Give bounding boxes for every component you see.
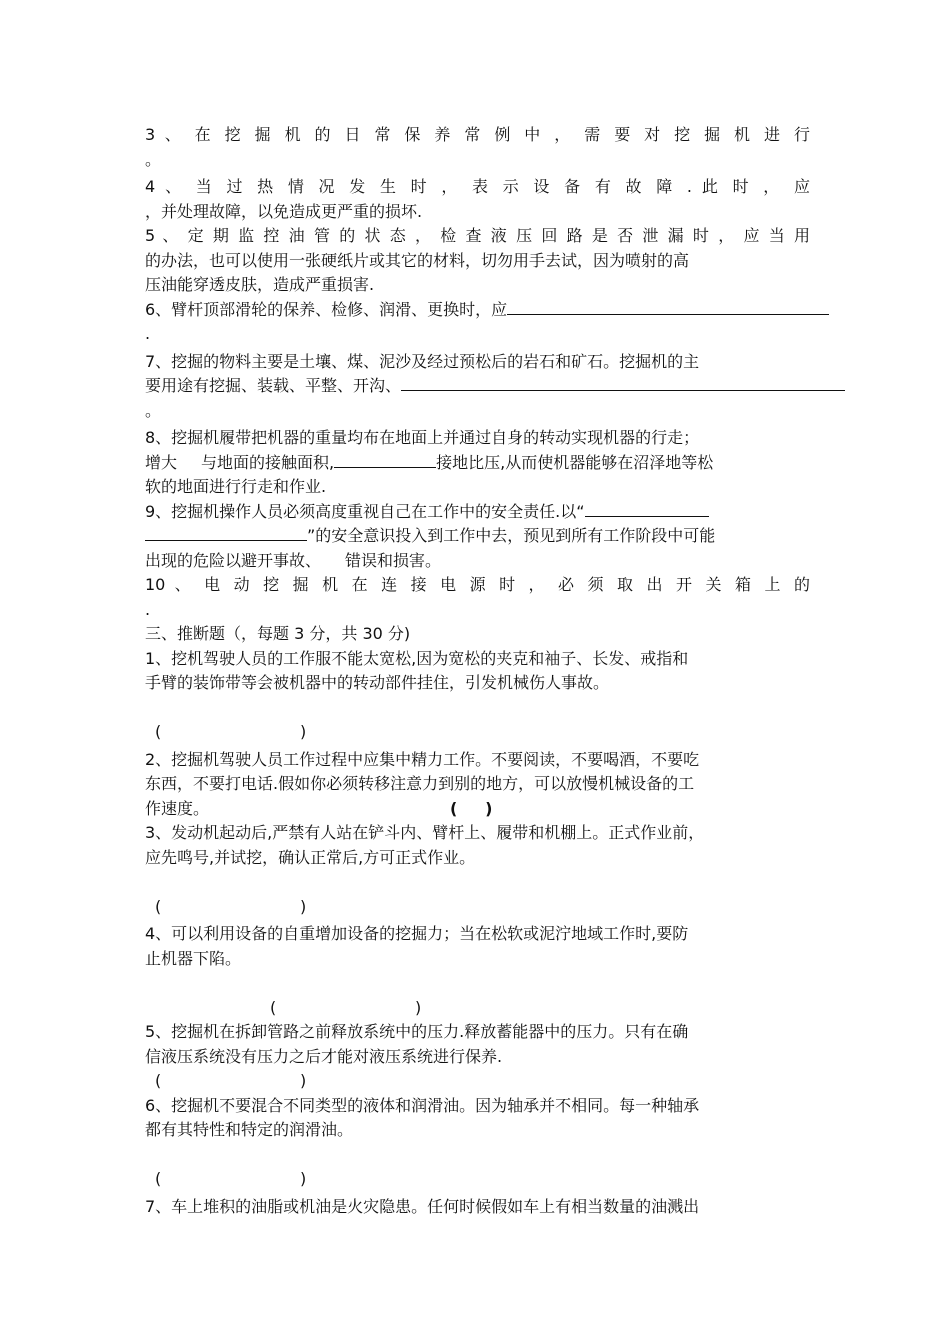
judge-5-line-1: 5、挖掘机在拆卸管路之前释放系统中的压力.释放蓄能器中的压力。只有在确	[145, 1022, 689, 1041]
judge-5-line-2: 信液压系统没有压力之后才能对液压系统进行保养.	[145, 1046, 503, 1066]
question-8-text-a: 增大	[145, 452, 178, 472]
question-10-line-2: .	[145, 599, 151, 619]
paren-close: )	[300, 722, 307, 741]
judge-question-7	[145, 1195, 810, 1220]
judge-4-line-2: 止机器下陷。	[145, 948, 242, 968]
judge-2-answer[interactable]: ( )	[450, 798, 493, 818]
judge-5-answer[interactable]	[145, 1069, 810, 1094]
question-10-line-1: 10 、 电 动 挖 掘 机 在 连 接 电 源 时 ， 必 须 取 出 开 关 箱 上 的	[145, 575, 810, 594]
judge-3-line-1: 3、发动机起动后,严禁有人站在铲斗内、臂杆上、履带和机棚上。正式作业前，	[145, 823, 705, 842]
judge-4-answer[interactable]	[145, 996, 810, 1021]
question-8-line-3: 软的地面进行行走和作业.	[145, 477, 327, 496]
judge-6-answer[interactable]	[145, 1167, 810, 1192]
question-7-text: 要用途有挖掘、装载、平整、开沟、	[145, 376, 402, 395]
question-9-line-1	[145, 500, 810, 525]
question-6	[145, 298, 810, 347]
judge-3-answer[interactable]	[145, 895, 810, 920]
question-6-line-1	[145, 298, 810, 323]
question-9	[145, 500, 810, 574]
judge-2-line-3	[145, 797, 810, 822]
question-4	[145, 175, 810, 224]
question-5-line-3: 压油能穿透皮肤，造成严重损害.	[145, 275, 375, 294]
question-4-line-2: ，并处理故障，以免造成更严重的损坏.	[145, 201, 423, 221]
paren-open: (	[155, 896, 162, 916]
judge-1-line-1: 1、挖机驾驶人员的工作服不能太宽松,因为宽松的夹克和袖子、长发、戒指和	[145, 648, 689, 668]
question-8-text-c: 接地比压,从而使机器能够在沼泽地等松	[436, 452, 714, 472]
answer-blank[interactable]	[145, 524, 307, 541]
question-6-line-2: .	[145, 324, 151, 343]
answer-blank[interactable]	[507, 298, 829, 315]
paren-open: (	[155, 722, 162, 741]
judge-question-2	[145, 748, 810, 822]
question-7-line-1: 7、挖掘的物料主要是土壤、煤、泥沙及经过预松后的岩石和矿石。挖掘机的主	[145, 351, 700, 371]
question-9-line-3	[145, 549, 810, 574]
answer-blank[interactable]	[334, 451, 436, 468]
question-7-line-2	[145, 374, 810, 399]
question-8-line-2	[145, 451, 810, 476]
question-8-line-1: 8、挖掘机履带把机器的重量均布在地面上并通过自身的转动实现机器的行走；	[145, 428, 700, 447]
judge-2-line-1: 2、挖掘机驾驶人员工作过程中应集中精力工作。不要阅读，不要喝酒，不要吃	[145, 749, 700, 769]
question-5-line-1: 5 、 定 期 监 控 油 管 的 状 态 ， 检 查 液 压 回 路 是 否 泄 漏 时 ， 应 当 用	[145, 226, 810, 245]
question-8-text-b: 与地面的接触面积,	[201, 452, 335, 472]
judge-question-6	[145, 1094, 810, 1192]
paren-open: (	[155, 1169, 162, 1188]
judge-1-answer[interactable]	[145, 720, 810, 745]
judge-4-line-1: 4、可以利用设备的自重增加设备的挖掘力；当在松软或泥泞地域工作时,要防	[145, 924, 689, 943]
paren-close: )	[300, 1169, 307, 1188]
paren-open: (	[270, 997, 277, 1017]
judge-6-line-1: 6、挖掘机不要混合不同类型的液体和润滑油。因为轴承并不相同。每一种轴承	[145, 1095, 700, 1115]
question-3-line-1: 3 、 在 挖 掘 机 的 日 常 保 养 常 例 中 ， 需 要 对 挖 掘 机 进 行	[145, 125, 810, 144]
judge-2-line-2: 东西，不要打电话.假如你必须转移注意力到别的地方，可以放慢机械设备的工	[145, 774, 695, 793]
question-9-text-3a: 出现的危险以避开事故、	[145, 550, 322, 570]
judge-question-3	[145, 821, 810, 919]
section-3-title: 三、推断题（，每题 3 分，共 30 分)	[145, 624, 411, 643]
question-6-text: 6、臂杆顶部滑轮的保养、检修、润滑、更换时，应	[145, 299, 508, 319]
paren-close: )	[300, 896, 307, 916]
answer-blank[interactable]	[585, 500, 709, 517]
paren-open: (	[155, 1071, 162, 1090]
question-9-line-2	[145, 524, 810, 549]
judge-question-1	[145, 647, 810, 745]
paren-close: )	[300, 1071, 307, 1090]
question-9-text-2: ”的安全意识投入到工作中去，预见到所有工作阶段中可能	[307, 526, 716, 545]
judge-1-line-2: 手臂的装饰带等会被机器中的转动部件挂住，引发机械伤人事故。	[145, 673, 610, 692]
question-4-line-1: 4 、 当 过 热 情 况 发 生 时 ， 表 示 设 备 有 故 障 . 此 时 ， 应	[145, 177, 810, 196]
judge-7-line-1: 7、车上堆积的油脂或机油是火灾隐患。任何时候假如车上有相当数量的油溅出	[145, 1196, 700, 1216]
question-5-line-2: 的办法，也可以使用一张硬纸片或其它的材料，切勿用手去试，因为喷射的高	[145, 250, 690, 270]
document-body	[145, 123, 810, 1219]
judge-question-4	[145, 922, 810, 1020]
answer-blank[interactable]	[401, 374, 845, 391]
question-5	[145, 224, 810, 298]
judge-3-line-2: 应先鸣号,并试挖，确认正常后,方可正式作业。	[145, 847, 476, 867]
question-7	[145, 350, 810, 424]
question-7-line-3: 。	[145, 400, 162, 420]
question-8	[145, 426, 810, 500]
question-9-text-3b: 错误和损害。	[345, 550, 442, 570]
question-9-text: 9、挖掘机操作人员必须高度重视自己在工作中的安全责任.以“	[145, 501, 585, 521]
judge-2-text-3: 作速度。	[145, 798, 210, 818]
question-3-line-2: 。	[145, 149, 162, 169]
judge-6-line-2: 都有其特性和特定的润滑油。	[145, 1120, 354, 1139]
question-3	[145, 123, 810, 172]
paren-close: )	[415, 997, 422, 1017]
judge-question-5	[145, 1020, 810, 1094]
question-10	[145, 573, 810, 622]
